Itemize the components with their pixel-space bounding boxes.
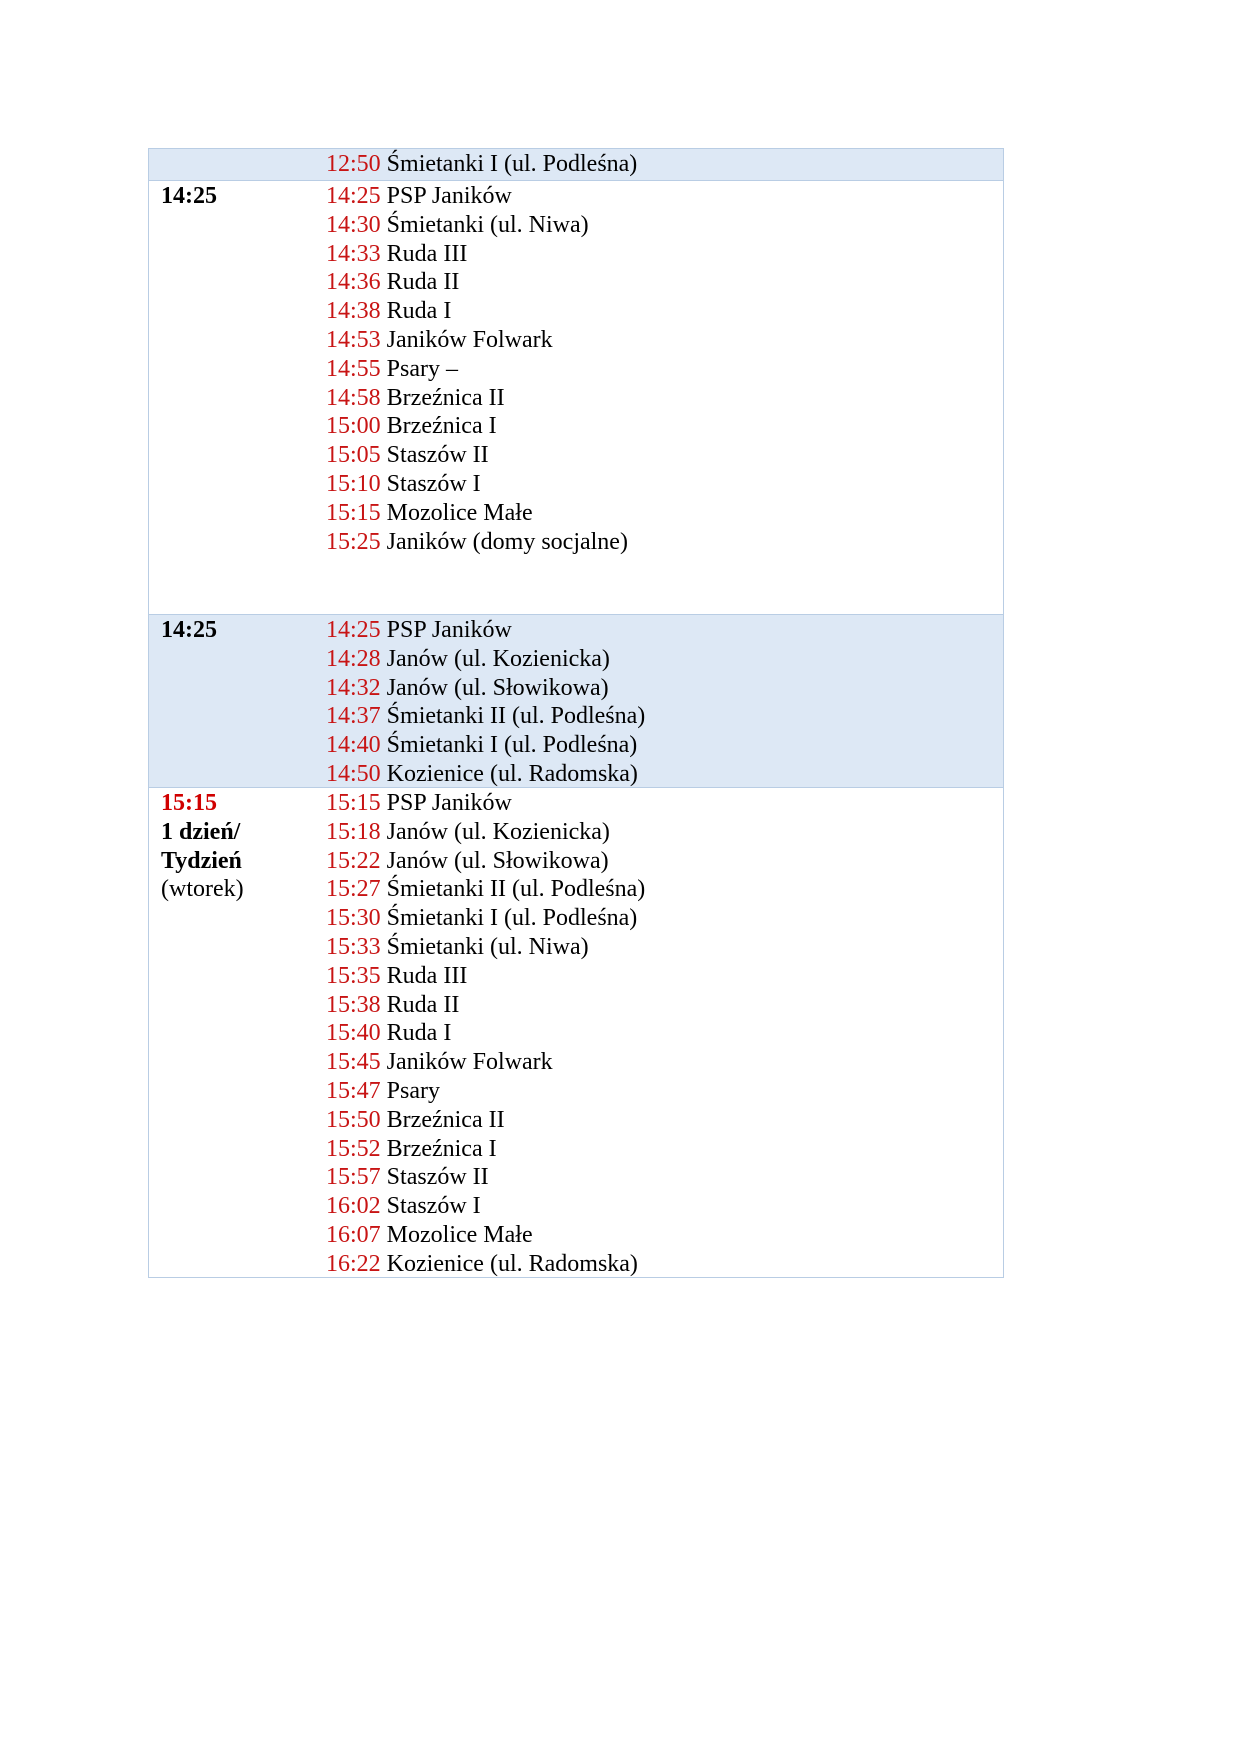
departure-label: Tydzień (161, 847, 242, 874)
stop-time: 15:52 (326, 1135, 381, 1162)
stop-time: 15:15 (326, 499, 381, 526)
stop-entry (326, 731, 1003, 760)
stop-time: 16:22 (326, 1250, 381, 1277)
stop-place: PSP Janików (386, 183, 512, 209)
stop-entry (326, 1077, 1003, 1106)
stop-time: 15:00 (326, 413, 381, 440)
stop-time: 15:47 (326, 1077, 381, 1104)
stop-time: 16:02 (326, 1193, 381, 1220)
stop-place: Janików Folwark (386, 326, 553, 353)
stop-place: Ruda III (386, 240, 468, 267)
departure-label: 1 dzień/ (161, 818, 241, 845)
departure-label: 14:25 (161, 183, 217, 209)
stop-entry (326, 674, 1003, 703)
stop-place: Śmietanki (ul. Niwa) (386, 211, 589, 238)
stop-place: Brzeźnica II (386, 1106, 505, 1133)
stop-place: Ruda II (386, 991, 460, 1018)
stop-place: Ruda III (386, 962, 468, 989)
stop-entry (326, 616, 1003, 645)
stop-place: Brzeźnica I (386, 413, 497, 440)
stop-place: Psary – (386, 355, 459, 382)
stops-cell (326, 788, 1003, 1277)
stop-entry (326, 412, 1003, 441)
stop-place: Mozolice Małe (386, 1221, 533, 1248)
departure-label: 15:15 (161, 790, 217, 816)
stop-place: Janików Folwark (386, 1049, 553, 1076)
stop-time: 14:58 (326, 384, 381, 411)
stop-entry (326, 150, 1003, 179)
stop-entry (326, 875, 1003, 904)
stop-time: 14:50 (326, 760, 381, 787)
stop-time: 14:36 (326, 269, 381, 296)
stop-time: 15:10 (326, 470, 381, 497)
stop-entry (326, 1019, 1003, 1048)
stop-time: 14:40 (326, 732, 381, 759)
stop-time: 15:38 (326, 991, 381, 1018)
stop-place: Staszów I (386, 470, 481, 497)
stop-entry (326, 760, 1003, 789)
stop-time: 15:35 (326, 962, 381, 989)
stop-place: Janów (ul. Kozienicka) (386, 645, 610, 672)
schedule-table (148, 148, 1004, 1278)
stop-time: 15:40 (326, 1020, 381, 1047)
stop-entry (326, 962, 1003, 991)
stop-time: 15:27 (326, 876, 381, 903)
stop-time: 14:53 (326, 326, 381, 353)
stop-place: Psary (386, 1077, 441, 1104)
stop-place: Ruda I (386, 1020, 452, 1047)
stop-place: Brzeźnica II (386, 384, 505, 411)
departure-label: 14:25 (161, 617, 217, 643)
stop-time: 14:25 (326, 617, 381, 643)
stop-time: 14:55 (326, 355, 381, 382)
stop-place: Janów (ul. Kozienicka) (386, 818, 610, 845)
stop-entry (326, 789, 1003, 818)
stop-time: 16:07 (326, 1221, 381, 1248)
stop-place: PSP Janików (386, 790, 512, 816)
stop-entry (326, 847, 1003, 876)
stop-entry (326, 470, 1003, 499)
stop-place: Śmietanki (ul. Niwa) (386, 933, 589, 960)
stop-entry (326, 933, 1003, 962)
stop-time: 12:50 (326, 151, 381, 177)
schedule-row (149, 181, 1003, 615)
stop-place: Śmietanki I (ul. Podleśna) (386, 151, 638, 177)
stop-entry (326, 1048, 1003, 1077)
stop-time: 15:22 (326, 847, 381, 874)
stop-entry (326, 1163, 1003, 1192)
stop-place: Kozienice (ul. Radomska) (386, 1250, 638, 1277)
stop-entry (326, 1192, 1003, 1221)
stop-time: 14:38 (326, 298, 381, 325)
stop-time: 14:33 (326, 240, 381, 267)
stop-entry (326, 904, 1003, 933)
stop-time: 15:30 (326, 905, 381, 932)
stop-place: Śmietanki I (ul. Podleśna) (386, 905, 638, 932)
departure-cell (149, 149, 326, 180)
stop-entry (326, 326, 1003, 355)
stop-entry (326, 499, 1003, 528)
stop-entry (326, 1106, 1003, 1135)
stop-time: 14:25 (326, 183, 381, 209)
stop-entry (326, 645, 1003, 674)
stop-time: 14:30 (326, 211, 381, 238)
stop-entry (326, 1250, 1003, 1279)
stop-time: 15:25 (326, 528, 381, 555)
stop-place: Ruda II (386, 269, 460, 296)
stop-entry (326, 268, 1003, 297)
stops-cell (326, 615, 1003, 787)
stop-place: Mozolice Małe (386, 499, 533, 526)
stop-entry (326, 355, 1003, 384)
stop-place: Janików (domy socjalne) (386, 528, 628, 555)
stops-cell (326, 181, 1003, 614)
stop-time: 15:33 (326, 933, 381, 960)
stop-entry (326, 297, 1003, 326)
stop-time: 15:57 (326, 1164, 381, 1191)
stop-time: 15:15 (326, 790, 381, 816)
schedule-row (149, 149, 1003, 181)
stop-place: Staszów II (386, 1164, 489, 1191)
stop-place: Janów (ul. Słowikowa) (386, 847, 609, 874)
departure-cell (149, 615, 326, 787)
stop-entry (326, 384, 1003, 413)
stop-place: PSP Janików (386, 617, 512, 643)
stop-time: 15:45 (326, 1049, 381, 1076)
stop-time: 14:28 (326, 645, 381, 672)
stop-entry (326, 1221, 1003, 1250)
stop-place: Ruda I (386, 298, 452, 325)
stop-entry (326, 818, 1003, 847)
stop-time: 14:37 (326, 703, 381, 730)
stop-time: 14:32 (326, 674, 381, 701)
stop-place: Brzeźnica I (386, 1135, 497, 1162)
stop-place: Śmietanki I (ul. Podleśna) (386, 732, 638, 759)
stop-place: Śmietanki II (ul. Podleśna) (386, 876, 646, 903)
departure-label: (wtorek) (161, 876, 244, 903)
stop-entry (326, 702, 1003, 731)
stop-place: Kozienice (ul. Radomska) (386, 760, 638, 787)
stop-place: Staszów I (386, 1193, 481, 1220)
stop-place: Śmietanki II (ul. Podleśna) (386, 703, 646, 730)
stop-time: 15:05 (326, 442, 381, 469)
stop-time: 15:18 (326, 818, 381, 845)
stop-place: Janów (ul. Słowikowa) (386, 674, 609, 701)
departure-cell (149, 788, 326, 1277)
schedule-row (149, 788, 1003, 1278)
stop-place: Staszów II (386, 442, 489, 469)
stop-entry (326, 211, 1003, 240)
stops-cell (326, 149, 1003, 180)
stop-time: 15:50 (326, 1106, 381, 1133)
stop-entry (326, 441, 1003, 470)
departure-cell (149, 181, 326, 614)
stop-entry (326, 182, 1003, 211)
stop-entry (326, 528, 1003, 557)
schedule-row (149, 615, 1003, 788)
stop-entry (326, 1135, 1003, 1164)
stop-entry (326, 240, 1003, 269)
stop-entry (326, 991, 1003, 1020)
